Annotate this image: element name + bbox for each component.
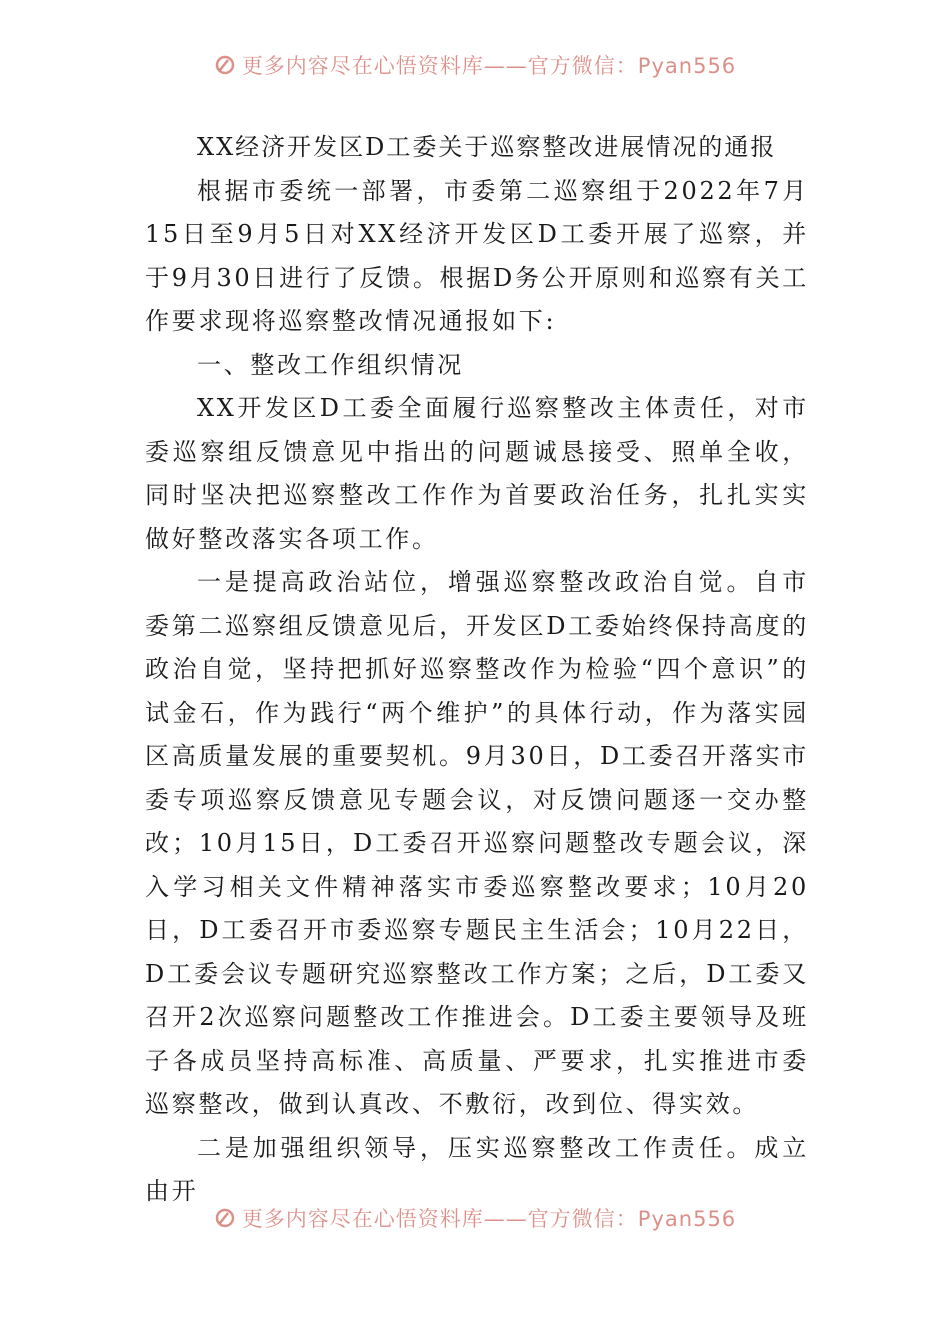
- watermark-logo-icon: [214, 54, 236, 76]
- watermark-text: 更多内容尽在心悟资料库——官方微信：Pyan556: [241, 1207, 737, 1231]
- watermark-logo-icon: [214, 1207, 236, 1229]
- body-paragraph-1: XX开发区D工委全面履行巡察整改主体责任，对市委巡察组反馈意见中指出的问题诚恳接受、照单全收，同时坚决把巡察整改工作作为首要政治任务，扎扎实实做好整改落实各项工作。: [145, 394, 809, 553]
- section-heading: 一、整改工作组织情况: [197, 350, 464, 379]
- watermark-text: 更多内容尽在心悟资料库——官方微信：Pyan556: [241, 54, 737, 78]
- document-title: XX经济开发区D工委关于巡察整改进展情况的通报: [197, 133, 777, 161]
- intro-paragraph: 根据市委统一部署，市委第二巡察组于2022年7月15日至9月5日对XX经济开发区D工委开展了巡察，并于9月30日进行了反馈。根据D务公开原则和巡察有关工作要求现将巡察整改情况通报如下:: [145, 176, 809, 335]
- document-body: [145, 126, 809, 1214]
- watermark-footer: [0, 1207, 950, 1237]
- watermark-header: [0, 54, 950, 84]
- body-paragraph-3: 二是加强组织领导，压实巡察整改工作责任。成立由开: [145, 1133, 809, 1205]
- body-paragraph-2: 一是提高政治站位，增强巡察整改政治自觉。自市委第二巡察组反馈意见后，开发区D工委始终保持高度的政治自觉，坚持把抓好巡察整改作为检验“四个意识”的试金石，作为践行“两个维护”的具体行动，作为落实园区高质量发展的重要契机。9月30日，D工委召开落实市委专项巡察反馈意见专题会议，对反馈问题逐一交办整改；10月15日，D工委召开巡察问题整改专题会议，深入学习相关文件精神落实市委巡察整改要求；10月20日，D工委召开市委巡察专题民主生活会；10月22日，D工委会议专题研究巡察整改工作方案；之后，D工委又召开2次巡察问题整改工作推进会。D工委主要领导及班子各成员坚持高标准、高质量、严要求，扎实推进市委巡察整改，做到认真改、不敷衍，改到位、得实效。: [145, 568, 809, 1118]
